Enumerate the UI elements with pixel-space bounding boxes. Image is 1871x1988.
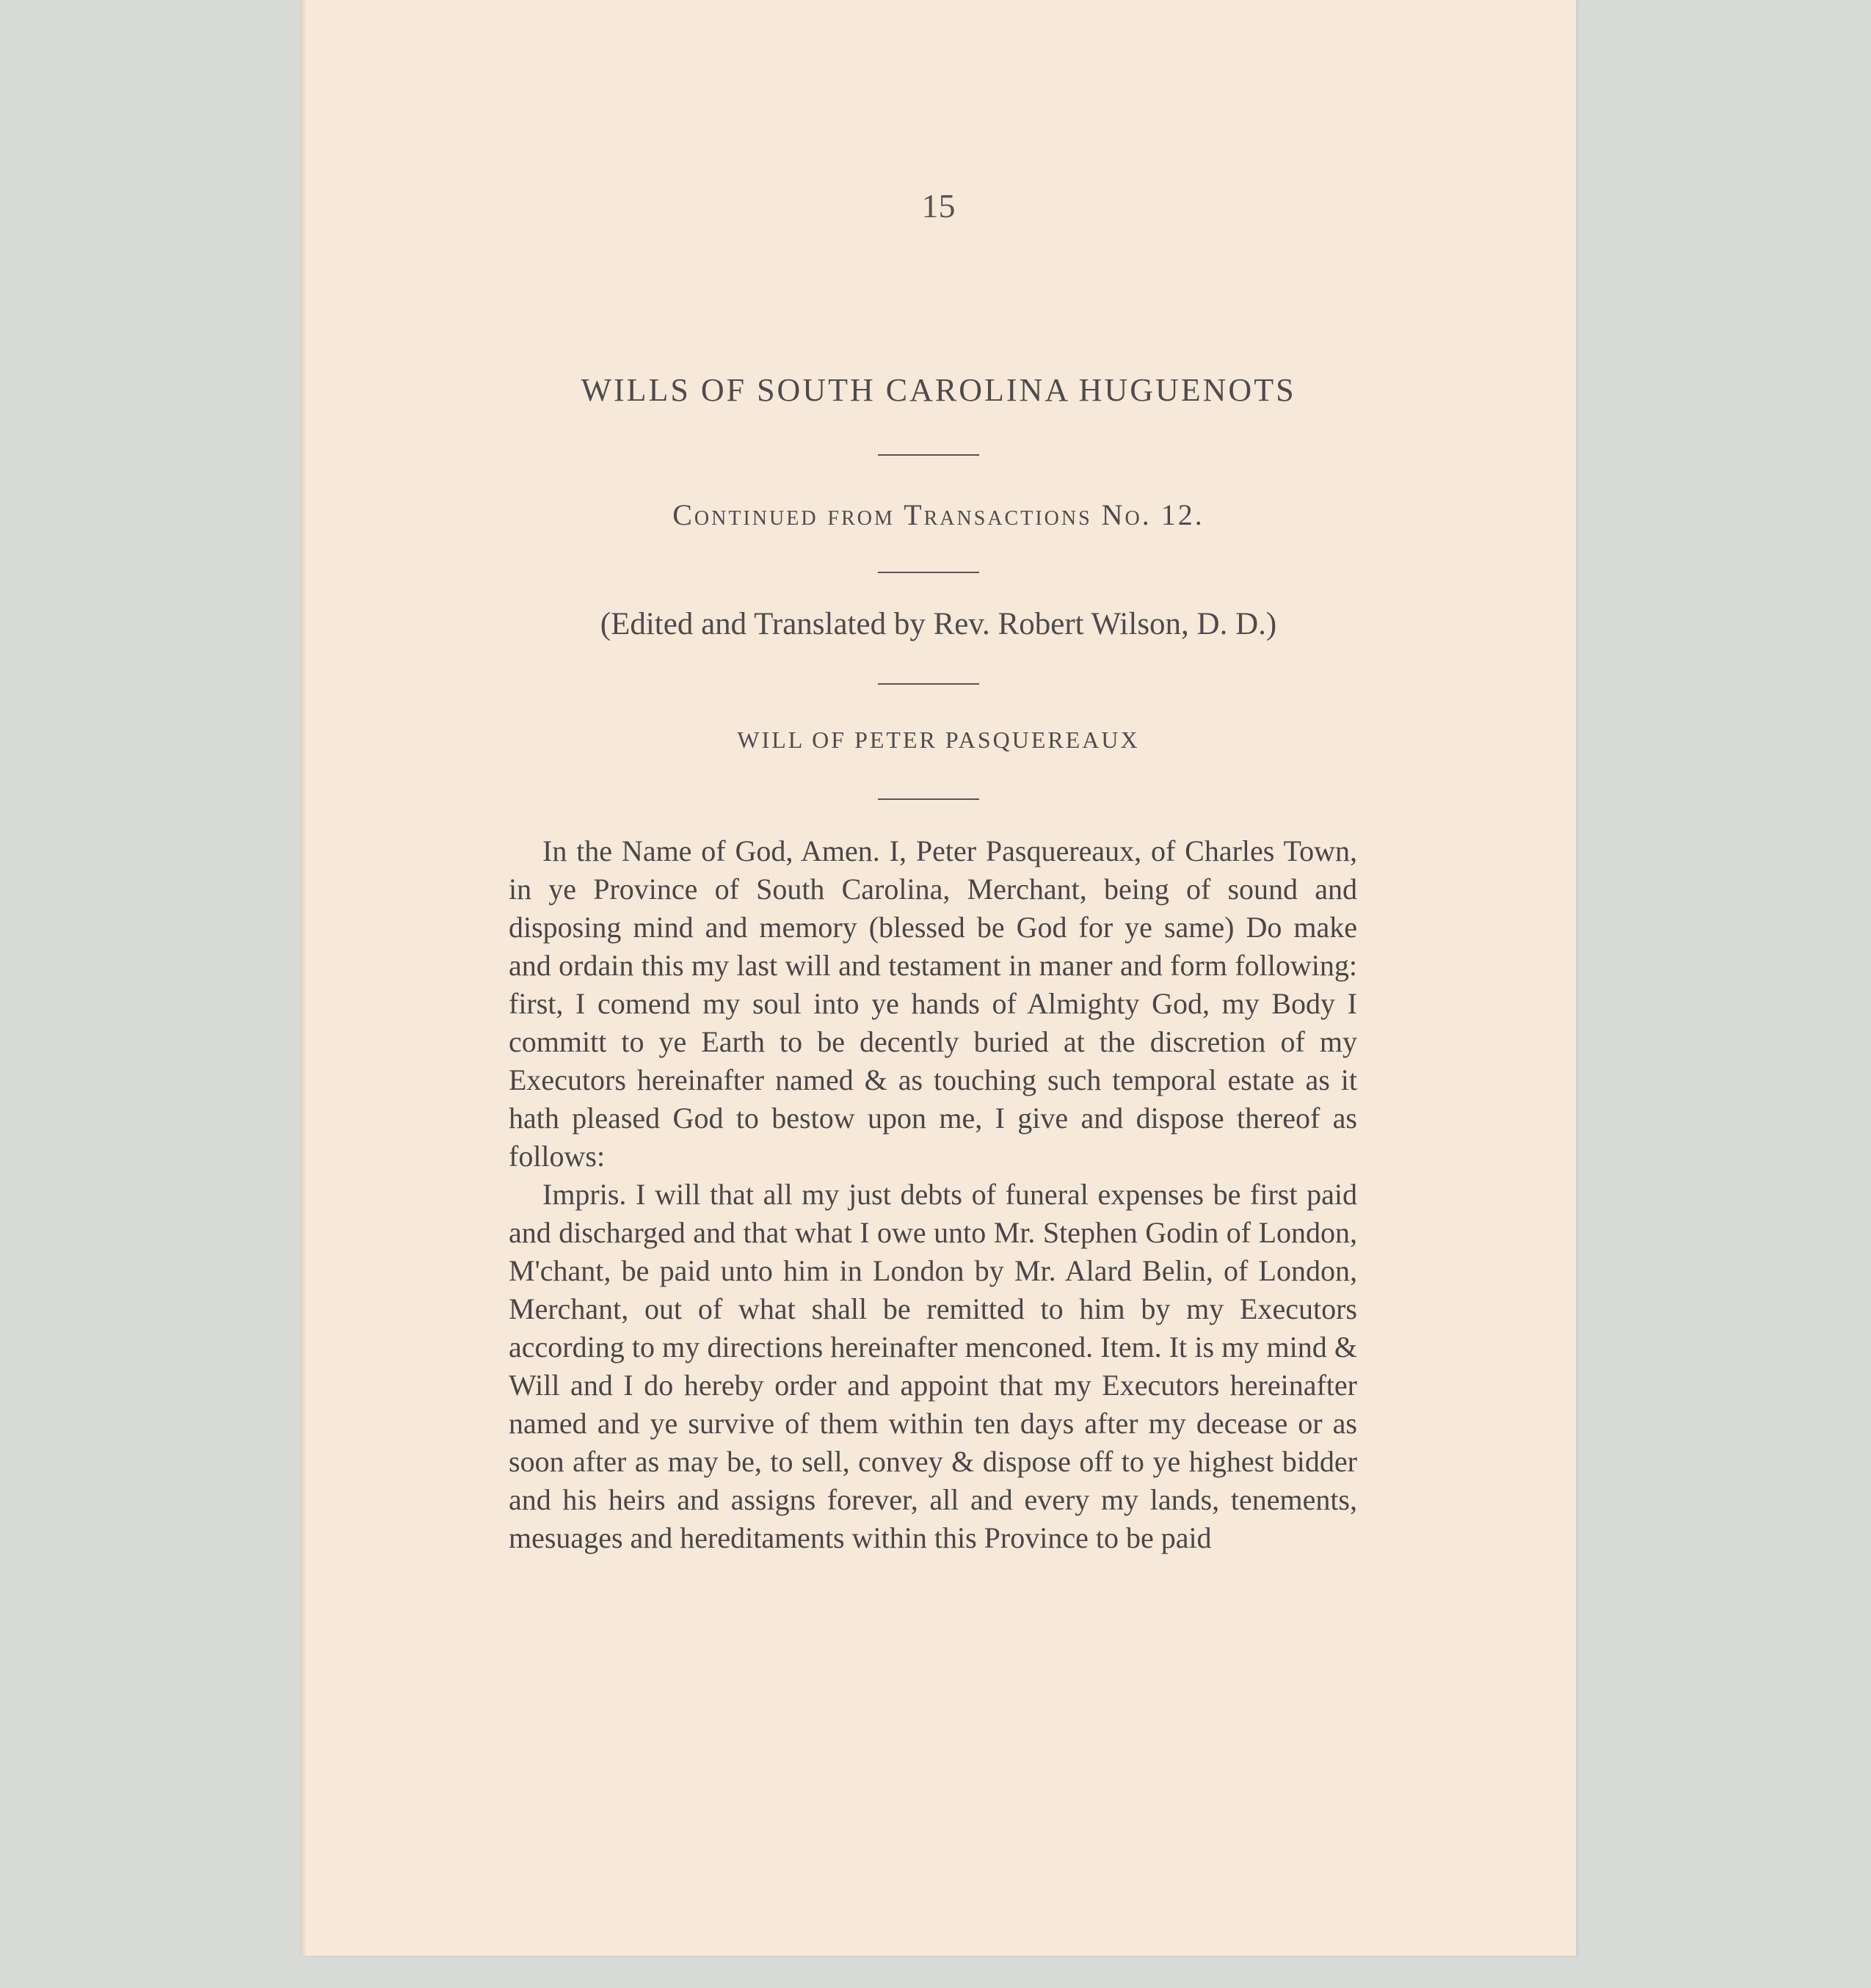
divider-rule (878, 454, 979, 456)
divider-rule (878, 683, 979, 685)
document-page (301, 0, 1576, 1956)
will-heading: WILL OF PETER PASQUEREAUX (737, 727, 1140, 753)
divider-rule (878, 798, 979, 800)
continuation-subtitle: Continued from Transactions No. 12. (672, 498, 1205, 531)
divider-rule (878, 572, 979, 573)
body-text (509, 832, 1357, 1557)
paragraph: Impris. I will that all my just debts of funeral expenses be first paid and discharged and that what I owe unto Mr. Stephen Godin of London, M'chant, be paid unto him in London by Mr. Alard Belin, of London, Merchant, out of what shall be remitted to him by my Executors according to my directions hereinafter menconed. Item. It is my mind & Will and I do hereby order and appoint that my Executors hereinafter named and ye survive of them within ten days after my decease or as soon after as may be, to sell, convey & dispose off to ye highest bidder and his heirs and assigns forever, all and every my lands, tenements, mesuages and hereditaments within this Province to be paid (509, 1178, 1357, 1554)
paragraph: In the Name of God, Amen. I, Peter Pasquereaux, of Charles Town, in ye Province of South Carolina, Merchant, being of sound and disposing mind and memory (blessed be God for ye same) Do make and ordain this my last will and testament in maner and form following: first, I comend my soul into ye hands of Almighty God, my Body I committ to ye Earth to be decently buried at the discretion of my Executors hereinafter named & as touching such temporal estate as it hath pleased God to bestow upon me, I give and dispose thereof as follows: (509, 834, 1357, 1173)
page-number: 15 (921, 187, 956, 225)
editor-note: (Edited and Translated by Rev. Robert Wilson, D. D.) (600, 607, 1277, 641)
page-title: WILLS OF SOUTH CAROLINA HUGUENOTS (581, 372, 1296, 408)
